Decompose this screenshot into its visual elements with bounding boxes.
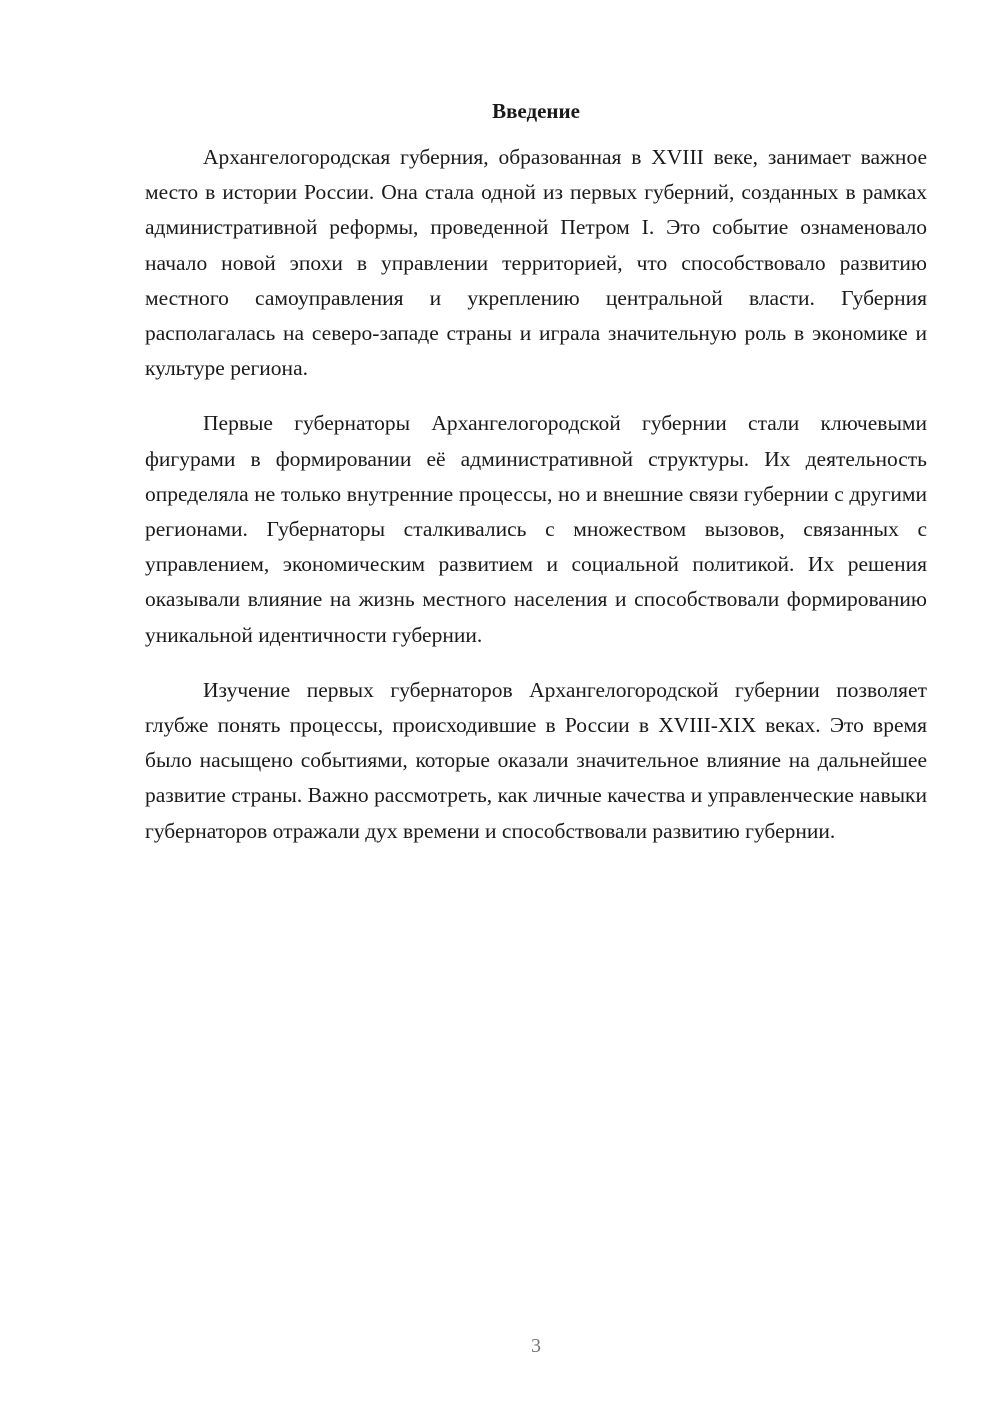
page-content — [145, 96, 927, 869]
paragraph-3: Изучение первых губернаторов Архангелогородской губернии позволяет глубже понять процессы, происходившие в России в XVIII-XIX веках. Это время было насыщено событиями, которые оказали значительное влияние на дальнейшее развитие страны. Важно рассмотреть, как личные качества и управленческие навыки губернаторов отражали дух времени и способствовали развитию губернии. — [145, 677, 927, 843]
page-number: 3 — [531, 1335, 541, 1357]
paragraph-2: Первые губернаторы Архангелогородской губернии стали ключевыми фигурами в формировании её административной структуры. Их деятельность определяла не только внутренние процессы, но и внешние связи губернии с другими регионами. Губернаторы сталкивались с множеством вызовов, связанных с управлением, экономическим развитием и социальной политикой. Их решения оказывали влияние на жизнь местного населения и способствовали формированию уникальной идентичности губернии. — [145, 411, 927, 647]
paragraph-1: Архангелогородская губерния, образованная в XVIII веке, занимает важное место в истории России. Она стала одной из первых губерний, созданных в рамках административной реформы, проведенной Петром I. Это событие ознаменовало начало новой эпохи в управлении территорией, что способствовало развитию местного самоуправления и укреплению центральной власти. Губерния располагалась на северо-западе страны и играла значительную роль в экономике и культуре региона. — [145, 145, 927, 381]
section-heading: Введение — [492, 99, 580, 123]
